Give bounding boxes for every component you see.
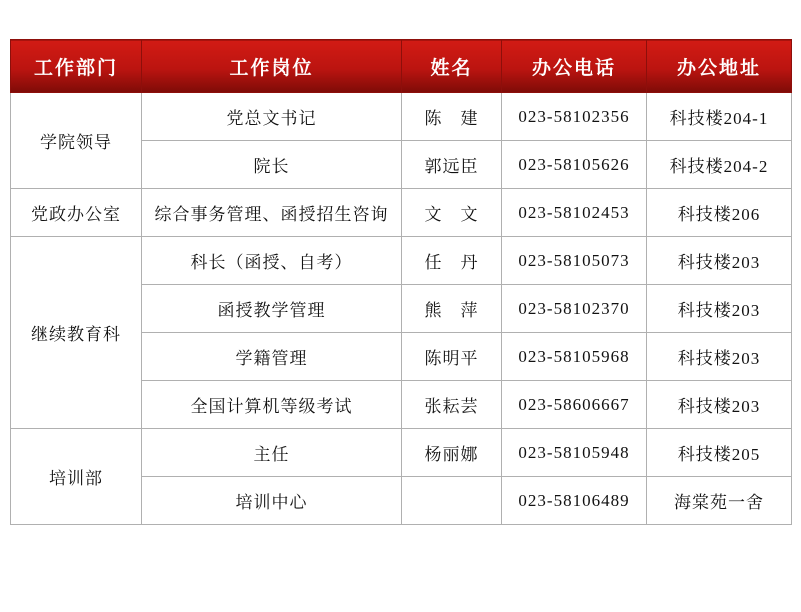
cell-address: 科技楼206 <box>647 189 792 237</box>
cell-name: 陈 建 <box>402 93 502 141</box>
table-body <box>11 93 792 525</box>
cell-address: 科技楼204-2 <box>647 141 792 189</box>
column-header-phone: 办公电话 <box>502 40 647 93</box>
cell-phone: 023-58106489 <box>502 477 647 525</box>
column-header-department: 工作部门 <box>11 40 142 93</box>
cell-position: 学籍管理 <box>142 333 402 381</box>
cell-phone: 023-58105948 <box>502 429 647 477</box>
cell-address: 海棠苑一舍 <box>647 477 792 525</box>
column-header-position: 工作岗位 <box>142 40 402 93</box>
cell-name: 任 丹 <box>402 237 502 285</box>
column-header-address: 办公地址 <box>647 40 792 93</box>
cell-name: 张耘芸 <box>402 381 502 429</box>
cell-name: 杨丽娜 <box>402 429 502 477</box>
cell-position: 函授教学管理 <box>142 285 402 333</box>
cell-address: 科技楼205 <box>647 429 792 477</box>
cell-position: 主任 <box>142 429 402 477</box>
table-header-row <box>11 40 792 93</box>
cell-address: 科技楼203 <box>647 333 792 381</box>
table-row <box>11 429 792 477</box>
cell-department: 学院领导 <box>11 93 142 189</box>
table-header <box>11 40 792 93</box>
cell-phone: 023-58102370 <box>502 285 647 333</box>
table-row <box>11 189 792 237</box>
cell-phone: 023-58102356 <box>502 93 647 141</box>
cell-address: 科技楼203 <box>647 285 792 333</box>
cell-position: 科长（函授、自考） <box>142 237 402 285</box>
cell-position: 院长 <box>142 141 402 189</box>
cell-name: 陈明平 <box>402 333 502 381</box>
cell-phone: 023-58105073 <box>502 237 647 285</box>
cell-position: 全国计算机等级考试 <box>142 381 402 429</box>
cell-phone: 023-58105626 <box>502 141 647 189</box>
cell-department: 培训部 <box>11 429 142 525</box>
cell-name <box>402 477 502 525</box>
cell-department: 党政办公室 <box>11 189 142 237</box>
table-row <box>11 93 792 141</box>
column-header-name: 姓名 <box>402 40 502 93</box>
cell-position: 综合事务管理、函授招生咨询 <box>142 189 402 237</box>
cell-phone: 023-58105968 <box>502 333 647 381</box>
cell-address: 科技楼203 <box>647 381 792 429</box>
cell-name: 熊 萍 <box>402 285 502 333</box>
cell-name: 文 文 <box>402 189 502 237</box>
cell-address: 科技楼204-1 <box>647 93 792 141</box>
cell-position: 培训中心 <box>142 477 402 525</box>
cell-department: 继续教育科 <box>11 237 142 429</box>
cell-phone: 023-58606667 <box>502 381 647 429</box>
cell-phone: 023-58102453 <box>502 189 647 237</box>
cell-name: 郭远臣 <box>402 141 502 189</box>
contact-directory-table <box>10 39 792 525</box>
cell-address: 科技楼203 <box>647 237 792 285</box>
table-row <box>11 237 792 285</box>
cell-position: 党总文书记 <box>142 93 402 141</box>
